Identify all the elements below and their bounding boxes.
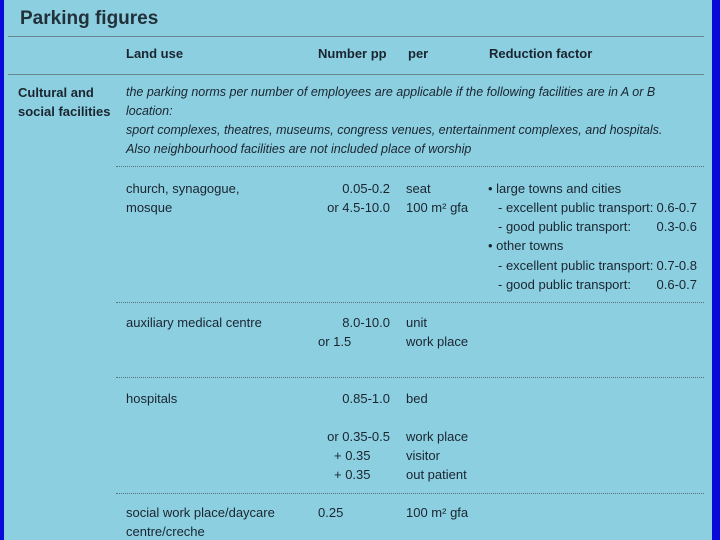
header-rule <box>8 74 704 75</box>
row-medical-per-1: unit <box>406 315 427 330</box>
reduction-label-6: - good public transport: <box>498 277 631 292</box>
reduction-value-2: 0.6-0.7 <box>656 200 697 215</box>
row-divider <box>116 166 704 167</box>
row-hospitals-number-1: 0.85-1.0 <box>342 391 390 406</box>
page-title: Parking figures <box>20 8 159 29</box>
row-social-land-use-1: social work place/daycare <box>126 505 275 520</box>
row-hospitals-number-2: or 0.35-0.5 <box>327 429 390 444</box>
row-medical-land-use: auxiliary medical centre <box>126 315 262 330</box>
document-page <box>4 0 712 540</box>
header-land-use: Land use <box>126 46 184 61</box>
header-number-pp: Number pp <box>318 46 387 61</box>
row-hospitals-per-3: visitor <box>406 448 440 463</box>
row-church-per-2: 100 m² gfa <box>406 200 469 215</box>
reduction-label-2: - excellent public transport: <box>498 200 654 215</box>
category-label-line2: social facilities <box>18 104 111 119</box>
row-church-number-2: or 4.5-10.0 <box>327 200 390 215</box>
row-hospitals-per-4: out patient <box>406 467 467 482</box>
header-reduction-factor: Reduction factor <box>489 46 593 61</box>
row-medical-number-2: or 1.5 <box>318 334 352 349</box>
row-hospitals-per-2: work place <box>406 429 469 444</box>
reduction-value-3: 0.3-0.6 <box>656 219 697 234</box>
reduction-label-3: - good public transport: <box>498 219 631 234</box>
row-divider <box>116 377 704 378</box>
row-church-number-1: 0.05-0.2 <box>342 181 390 196</box>
row-social-number: 0.25 <box>318 505 344 520</box>
row-divider <box>116 493 704 494</box>
row-hospitals-number-4: + 0.35 <box>334 467 371 482</box>
row-hospitals-per-1: bed <box>406 391 428 406</box>
reduction-label-4: • other towns <box>488 238 564 253</box>
reduction-label-5: - excellent public transport: <box>498 258 654 273</box>
row-hospitals-land-use: hospitals <box>126 391 178 406</box>
row-social-land-use-2: centre/creche <box>126 524 205 539</box>
note-line-1: the parking norms per number of employees are applicable if the following facilities are in A or B <box>126 85 656 99</box>
row-medical-number-1: 8.0-10.0 <box>342 315 390 330</box>
row-medical-per-2: work place <box>406 334 469 349</box>
row-church-land-use-1: church, synagogue, <box>126 181 240 196</box>
row-church-land-use-2: mosque <box>126 200 173 215</box>
reduction-label-1: • large towns and cities <box>488 181 622 196</box>
row-social-per: 100 m² gfa <box>406 505 469 520</box>
row-hospitals-number-3: + 0.35 <box>334 448 371 463</box>
note-line-3: sport complexes, theatres, museums, congress venues, entertainment complexes, and hospitals. <box>126 123 663 137</box>
title-rule <box>8 36 704 37</box>
header-per: per <box>408 46 429 61</box>
reduction-value-5: 0.7-0.8 <box>656 258 697 273</box>
row-divider <box>116 302 704 303</box>
note-line-4: Also neighbourhood facilities are not included place of worship <box>126 142 472 156</box>
note-line-2: location: <box>126 104 173 118</box>
row-church-per-1: seat <box>406 181 431 196</box>
reduction-value-6: 0.6-0.7 <box>656 277 697 292</box>
category-label-line1: Cultural and <box>18 85 94 100</box>
